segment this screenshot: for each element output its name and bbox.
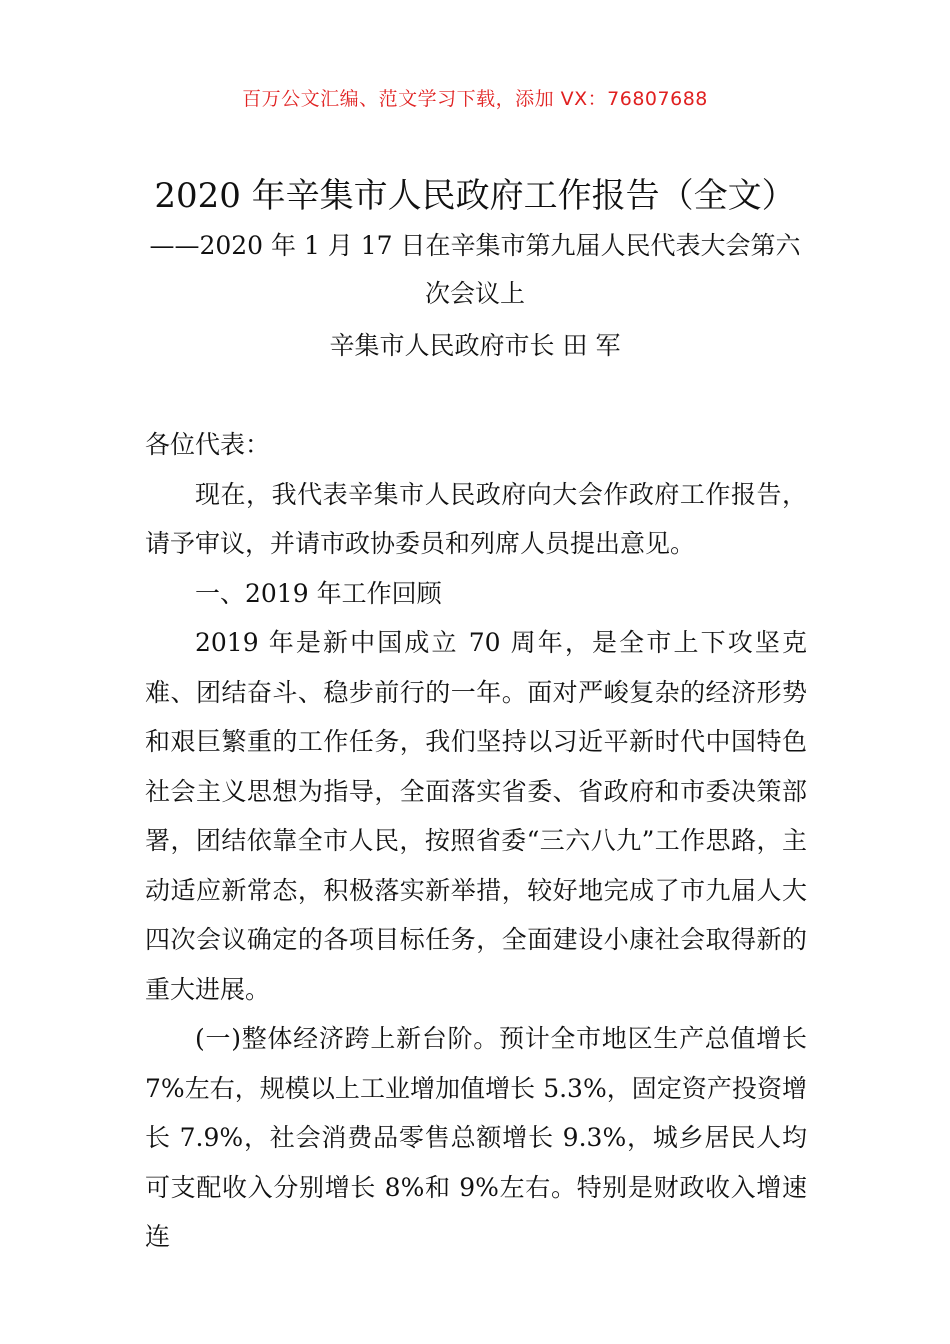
document-author: 辛集市人民政府市长 田 军 — [329, 331, 621, 360]
section-heading: 一、2019 年工作回顾 — [195, 578, 442, 608]
document-body — [145, 420, 807, 1262]
document-subtitle: ——2020 年 1 月 17 日在辛集市第九届人民代表大会第六次会议上 — [149, 231, 801, 308]
salutation: 各位代表： — [145, 430, 271, 459]
paragraph-review: 2019 年是新中国成立 70 周年，是全市上下攻坚克难、团结奋斗、稳步前行的一年。面对严峻复杂的经济形势和艰巨繁重的工作任务，我们坚持以习近平新时代中国特色社会主义思想为指导，全面落实省委、省政府和市委决策部署，团结依靠全市人民，按照省委“三六八九”工作思路，主动适应新常态，积极落实新举措，较好地完成了市九届人大四次会议确定的各项目标任务，全面建设小康社会取得新的重大进展。 — [145, 628, 807, 1004]
document-title: 2020 年辛集市人民政府工作报告（全文） — [154, 176, 796, 216]
promo-banner: 百万公文汇编、范文学习下载，添加 VX：76807688 — [242, 88, 708, 110]
paragraph-economy: (一)整体经济跨上新台阶。预计全市地区生产总值增长 7%左右，规模以上工业增加值增长 5.3%，固定资产投资增长 7.9%，社会消费品零售总额增长 9.3%，城乡居民人均可支配收入分别增长 8%和 9%左右。特别是财政收入增速连 — [145, 1024, 807, 1251]
paragraph-intro: 现在，我代表辛集市人民政府向大会作政府工作报告，请予审议，并请市政协委员和列席人员提出意见。 — [145, 479, 807, 558]
